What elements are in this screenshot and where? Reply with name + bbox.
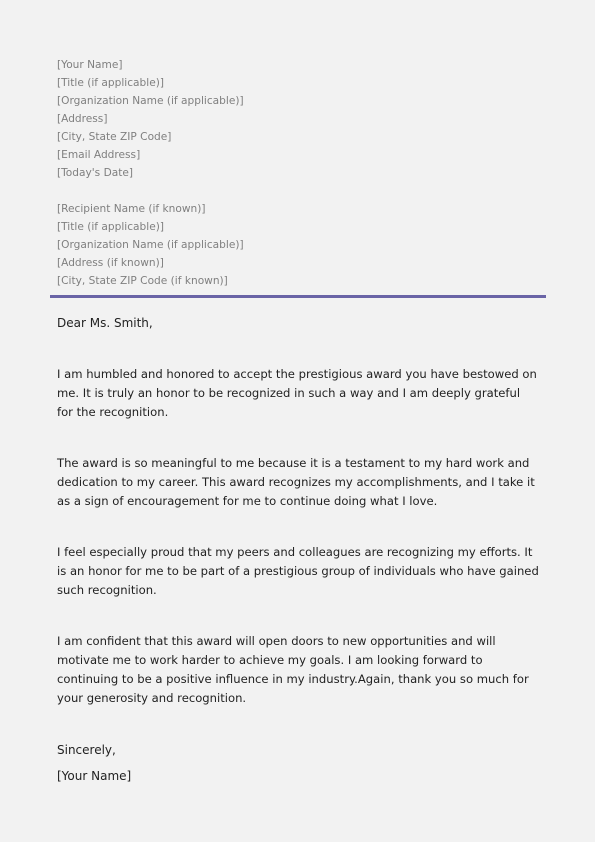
sender-title: [Title (if applicable)] — [57, 77, 164, 89]
body-paragraph-3: I feel especially proud that my peers and colleagues are recognizing my efforts. It is an honor for me to be part of a prestigious group of individuals who have gained such recognition. — [57, 545, 539, 597]
letter-date: [Today's Date] — [57, 167, 134, 179]
body-paragraph-4: I am confident that this award will open doors to new opportunities and will motivate me to work harder to achieve my goals. I am looking forward to continuing to be a positive influence in my industry.Again, thank you so much for your generosity and recognition. — [57, 634, 529, 705]
sender-block — [57, 56, 244, 182]
sender-organization: [Organization Name (if applicable)] — [57, 95, 244, 107]
sender-email: [Email Address] — [57, 149, 141, 161]
body-paragraph-1: I am humbled and honored to accept the prestigious award you have bestowed on me. It is truly an honor to be recognized in such a way and I am deeply grateful for the recognition. — [57, 367, 537, 419]
sender-name: [Your Name] — [57, 59, 123, 71]
sender-city-state-zip: [City, State ZIP Code] — [57, 131, 172, 143]
recipient-block — [57, 200, 244, 290]
recipient-city-state-zip: [City, State ZIP Code (if known)] — [57, 275, 228, 287]
recipient-title: [Title (if applicable)] — [57, 221, 164, 233]
recipient-name: [Recipient Name (if known)] — [57, 203, 206, 215]
recipient-organization: [Organization Name (if applicable)] — [57, 239, 244, 251]
signature-name: [Your Name] — [57, 769, 132, 783]
body-paragraph-2: The award is so meaningful to me because it is a testament to my hard work and dedication to my career. This award recognizes my accomplishments, and I take it as a sign of encouragement for me to continue doing what I love. — [57, 456, 535, 508]
sender-address: [Address] — [57, 113, 108, 125]
header-divider — [50, 295, 546, 298]
closing: Sincerely, — [57, 743, 116, 757]
salutation: Dear Ms. Smith, — [57, 316, 153, 330]
recipient-address: [Address (if known)] — [57, 257, 164, 269]
